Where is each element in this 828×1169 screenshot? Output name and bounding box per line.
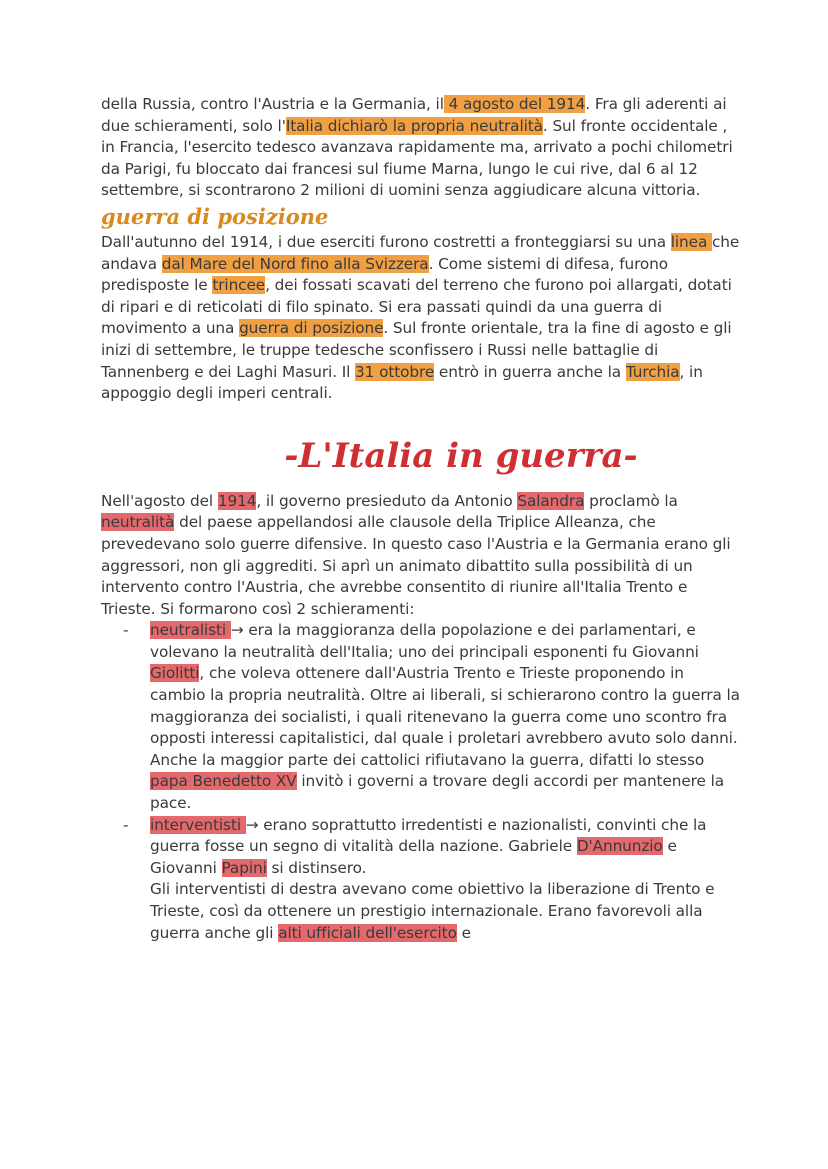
paragraph-trench-war (101, 232, 741, 405)
text: invitò i governi a trovare degli accordi per mantenere la pace. (150, 772, 725, 813)
text: Gli interventisti di destra avevano come obiettivo la liberazione di Trento e Trieste, così da ottenere un prestigio internazionale. Erano favorevoli alla guerra anche gli (150, 880, 715, 942)
highlight: 31 ottobre (355, 362, 435, 381)
highlight: interventisti (150, 815, 246, 834)
spacer (101, 405, 741, 431)
highlight: neutralisti (150, 621, 231, 640)
subheading: guerra di posizione (101, 203, 329, 229)
highlight: Papini (221, 858, 267, 877)
list-item-interventisti (101, 815, 741, 945)
text: , il governo presieduto da Antonio (256, 491, 518, 510)
highlight: Giolitti (150, 664, 200, 683)
paragraph-western-front (101, 94, 741, 202)
text: e (456, 923, 471, 942)
highlight: 4 agosto del 1914 (443, 95, 586, 113)
text: che andava (101, 232, 740, 273)
text: , che voleva ottenere dall'Austria Trento e Trieste proponendo in cambio la propria neutralità. Oltre ai liberali, si schierarono contro la guerra la maggioranza dei socialisti, i quali ritenevano la guerra come uno scontro fra opposti interessi capitalistici, dal quale i proletari avrebbero avuto solo danni. Anche la maggior parte dei cattolici rifiutavano la guerra, difatti lo stesso (150, 664, 740, 769)
text: , dei fossati scavati del terreno che furono poi allargati, dotati di ripari e di reticolati di filo spinato. Si era passati quindi da una guerra di movimento a una (101, 276, 732, 338)
highlight: D'Annunzio (576, 837, 663, 856)
text: della Russia, contro l'Austria e la Germania, il (101, 95, 444, 113)
highlight: Salandra (517, 491, 585, 510)
text: erano soprattutto irredentisti e nazionalisti, convinti che la guerra fosse un segno di vitalità della nazione. Gabriele (150, 815, 707, 856)
highlight: Italia dichiarò la propria neutralità (285, 116, 543, 135)
text: proclamò la (584, 491, 678, 510)
text: entrò in guerra anche la (434, 362, 626, 381)
bullet: - (123, 621, 129, 640)
highlight: neutralità (101, 513, 175, 532)
text: . Fra gli aderenti ai due schieramenti, solo l' (101, 95, 727, 135)
arrow-icon: → (245, 815, 259, 834)
text: e Giovanni (150, 837, 677, 877)
text: si distinsero. (266, 858, 367, 877)
highlight: 1914 (217, 491, 257, 510)
highlight: dal Mare del Nord fino alla Svizzera (161, 254, 429, 273)
text: Nell'agosto del (101, 491, 218, 510)
text: Dall'autunno del 1914, i due eserciti furono costretti a fronteggiarsi su una (101, 232, 671, 251)
document-page (101, 94, 741, 944)
list-item-neutralisti (101, 620, 741, 814)
text: era la maggioranza della popolazione e dei parlamentari, e volevano la neutralità dell'Italia; uno dei principali esponenti fu Giovanni (150, 621, 699, 661)
section-title: -L'Italia in guerra- (284, 435, 638, 476)
highlight: alti ufficiali dell'esercito (278, 923, 457, 942)
highlight: trincee (212, 276, 266, 295)
arrow-icon: → (230, 621, 244, 640)
highlight: linea (670, 232, 712, 251)
text: , in appoggio degli imperi centrali. (101, 362, 703, 403)
highlight: papa Benedetto XV (150, 772, 297, 791)
text: . Come sistemi di difesa, furono predisposte le (101, 254, 669, 295)
highlight: guerra di posizione (239, 319, 384, 338)
text: del paese appellandosi alle clausole della Triplice Alleanza, che prevedevano solo guerre difensive. In questo caso l'Austria e la Germania erano gli aggressori, non gli aggrediti. Si aprì un animato dibattito sulla possibilità di un intervento contro l'Austria, che avrebbe consentito di riunire all'Italia Trento e Trieste. Si formarono così 2 schieramenti: (101, 513, 731, 618)
factions-list (101, 620, 741, 944)
highlight: Turchia (625, 362, 680, 381)
text: . Sul fronte occidentale , in Francia, l'esercito tedesco avanzava rapidamente ma, arrivato a pochi chilometri da Parigi, fu bloccato dai francesi sul fiume Marna, lungo le cui rive, dal 6 al 12 settembre, si scontrarono 2 milioni di uomini senza aggiudicare alcuna vittoria. (101, 116, 733, 200)
text: . Sul fronte orientale, tra la fine di agosto e gli inizi di settembre, le truppe tedesche sconfissero i Russi nelle battaglie di Tannenberg e dei Laghi Masuri. Il (101, 319, 732, 381)
bullet: - (123, 815, 129, 834)
paragraph-italy-neutrality (101, 491, 741, 621)
